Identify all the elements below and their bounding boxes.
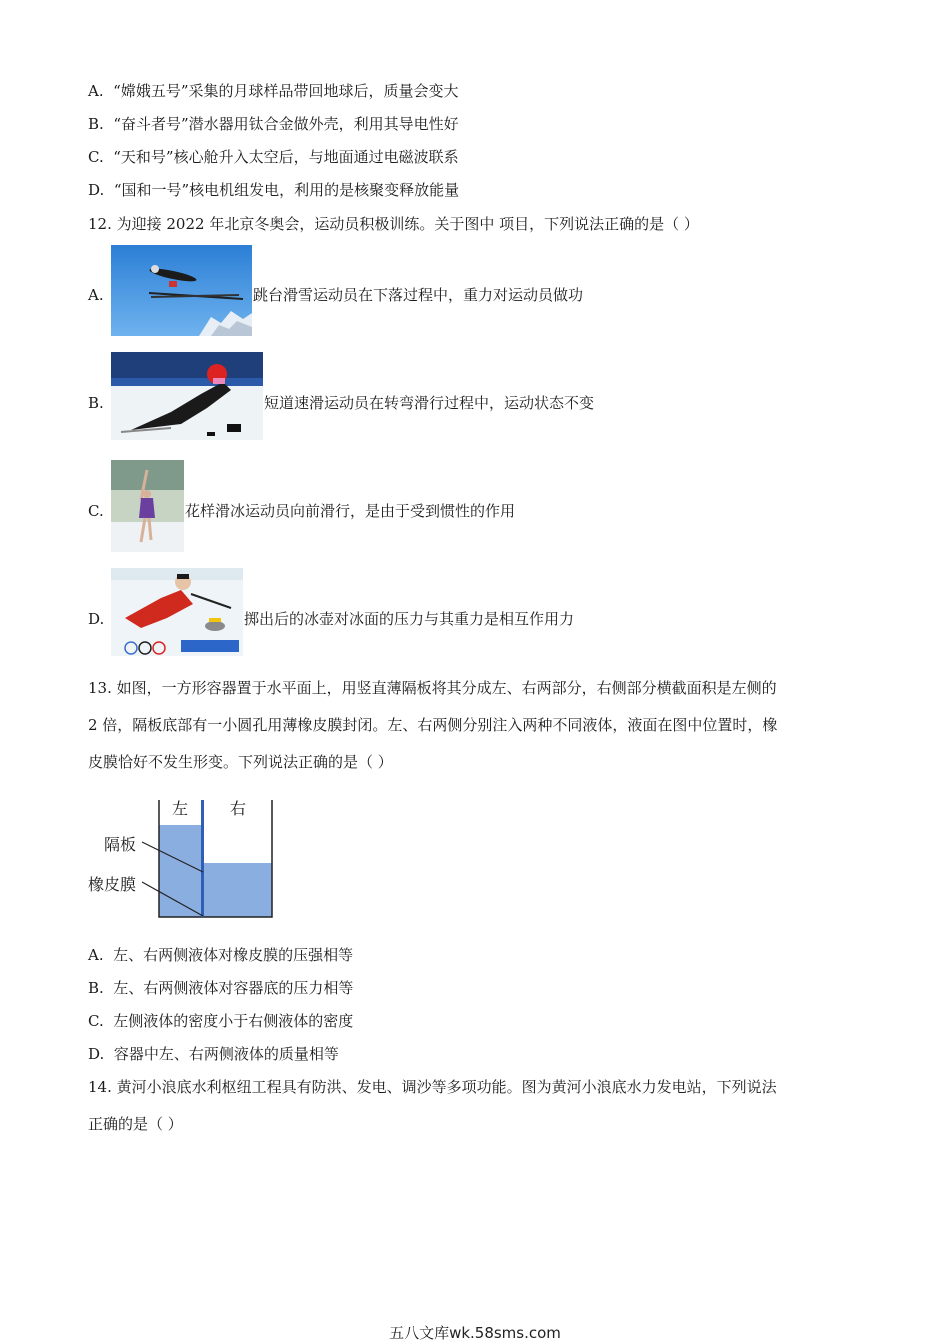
q11-option-d: D. “国和一号”核电机组发电，利用的是核聚变释放能量: [88, 181, 460, 199]
footer-watermark: 五八文库wk.58sms.com: [389, 1324, 561, 1342]
q13-stem: [88, 670, 860, 781]
figure-skating-photo: [111, 460, 184, 552]
q13-stem-line: 2 倍，隔板底部有一小圆孔用薄橡皮膜封闭。左、右两侧分别注入两种不同液体，液面在图中位置时，橡: [88, 716, 778, 734]
q14-stem: [88, 1069, 860, 1143]
q13-stem-line: 13. 如图，一方形容器置于水平面上，用竖直薄隔板将其分成左、右两部分，右侧部分横截面积是左侧的: [88, 679, 777, 697]
q12-option-d-text: 掷出后的冰壶对冰面的压力与其重力是相互作用力: [244, 610, 575, 628]
q12-option-c-label: C.: [88, 502, 104, 520]
q12-option-d-label: D.: [88, 610, 105, 628]
left-side-label: 左: [172, 799, 189, 818]
q14-stem-line: 正确的是（ ）: [88, 1115, 183, 1133]
membrane-label: 橡皮膜: [88, 875, 137, 894]
speed-skating-photo: [111, 352, 263, 440]
q11-option-c: C. “天和号”核心舱升入太空后，与地面通过电磁波联系: [88, 148, 459, 166]
ski-jump-photo: [111, 245, 252, 336]
q13-stem-line: 皮膜恰好不发生形变。下列说法正确的是（ ）: [88, 753, 393, 771]
q13-option-b: B. 左、右两侧液体对容器底的压力相等: [88, 979, 354, 997]
q12-option-b-text: 短道速滑运动员在转弯滑行过程中，运动状态不变: [264, 394, 595, 412]
partition: [201, 800, 204, 917]
right-side-label: 右: [230, 799, 247, 818]
right-liquid: [204, 863, 272, 917]
curling-photo: [111, 568, 243, 656]
q13-option-a: A. 左、右两侧液体对橡皮膜的压强相等: [88, 946, 354, 964]
partition-label: 隔板: [104, 835, 137, 854]
q13-option-c: C. 左侧液体的密度小于右侧液体的密度: [88, 1012, 354, 1030]
q11-option-b: B. “奋斗者号”潜水器用钛合金做外壳，利用其导电性好: [88, 115, 459, 133]
q12-option-a-text: 跳台滑雪运动员在下落过程中，重力对运动员做功: [253, 286, 584, 304]
q12-option-b-label: B.: [88, 394, 104, 412]
q12-stem: 12. 为迎接 2022 年北京冬奥会，运动员积极训练。关于图中 项目，下列说法正确的是（ ）: [88, 215, 699, 233]
container-diagram: [86, 796, 286, 928]
q12-option-c-text: 花样滑冰运动员向前滑行，是由于受到惯性的作用: [185, 502, 516, 520]
q14-stem-line: 14. 黄河小浪底水利枢纽工程具有防洪、发电、调沙等多项功能。图为黄河小浪底水力发电站，下列说法: [88, 1078, 777, 1096]
q13-option-d: D. 容器中左、右两侧液体的质量相等: [88, 1045, 339, 1063]
q11-option-a: A. “嫦娥五号”采集的月球样品带回地球后，质量会变大: [88, 82, 459, 100]
q12-option-a-label: A.: [88, 286, 104, 304]
